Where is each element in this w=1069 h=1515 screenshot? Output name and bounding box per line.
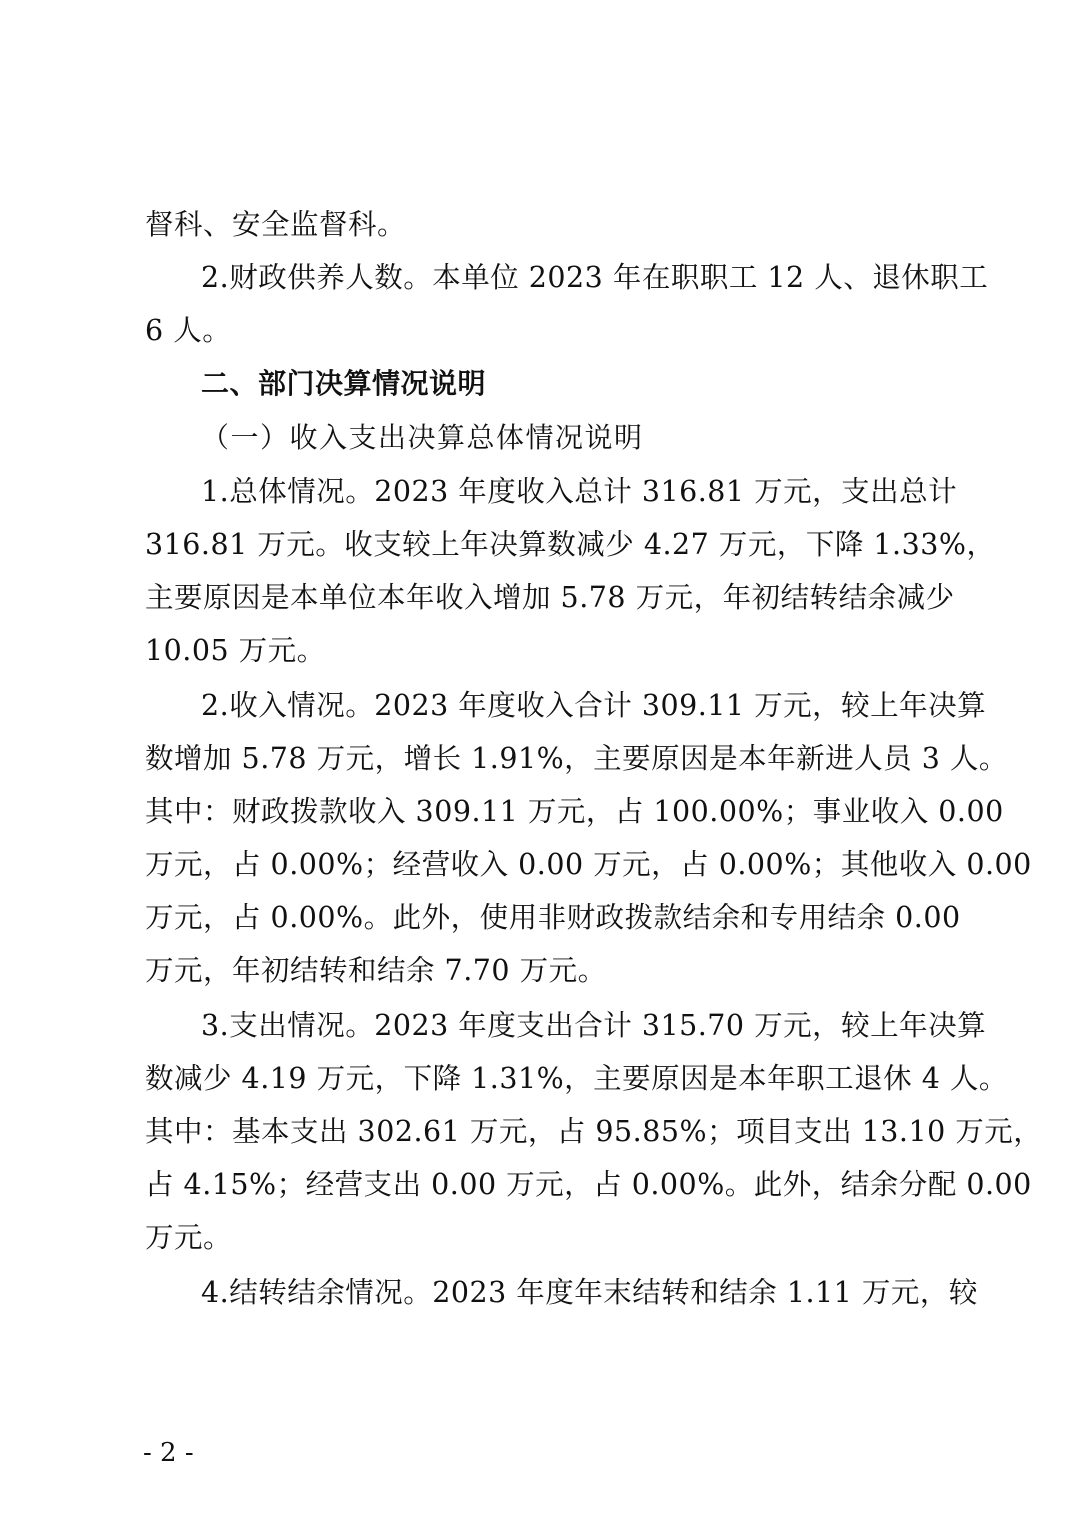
subsection-heading: （一）收入支出决算总体情况说明 — [201, 421, 644, 454]
text-line: 6 人。 — [145, 314, 232, 347]
text-line: 其中：基本支出 302.61 万元，占 95.85%；项目支出 13.10 万元， — [145, 1115, 1043, 1148]
text-line: 万元，年初结转和结余 7.70 万元。 — [145, 954, 607, 987]
text-line: 数增加 5.78 万元，增长 1.91%，主要原因是本年新进人员 3 人。 — [145, 742, 1008, 775]
text-line: 占 4.15%；经营支出 0.00 万元，占 0.00%。此外，结余分配 0.00 — [145, 1168, 1032, 1201]
page-number: - 2 - — [143, 1438, 194, 1468]
text-line: 316.81 万元。收支较上年决算数减少 4.27 万元，下降 1.33%， — [145, 528, 996, 561]
text-line: 万元，占 0.00%；经营收入 0.00 万元，占 0.00%；其他收入 0.00 — [145, 848, 1032, 881]
text-line: 2.财政供养人数。本单位 2023 年在职职工 12 人、退休职工 — [201, 261, 989, 294]
text-line: 督科、安全监督科。 — [145, 208, 407, 241]
text-line: 万元。 — [145, 1221, 233, 1254]
text-line: 数减少 4.19 万元，下降 1.31%，主要原因是本年职工退休 4 人。 — [145, 1062, 1008, 1095]
text-line: 10.05 万元。 — [145, 634, 326, 667]
text-line: 4.结转结余情况。2023 年度年末结转和结余 1.11 万元，较 — [201, 1276, 978, 1309]
text-line: 主要原因是本单位本年收入增加 5.78 万元，年初结转结余减少 — [145, 581, 955, 614]
text-line: 1.总体情况。2023 年度收入总计 316.81 万元，支出总计 — [201, 475, 958, 508]
section-heading: 二、部门决算情况说明 — [201, 367, 487, 400]
text-line: 3.支出情况。2023 年度支出合计 315.70 万元，较上年决算 — [201, 1009, 987, 1042]
text-line: 2.收入情况。2023 年度收入合计 309.11 万元，较上年决算 — [201, 689, 987, 722]
text-line: 其中：财政拨款收入 309.11 万元，占 100.00%；事业收入 0.00 — [145, 795, 1004, 828]
text-line: 万元，占 0.00%。此外，使用非财政拨款结余和专用结余 0.00 — [145, 901, 961, 934]
